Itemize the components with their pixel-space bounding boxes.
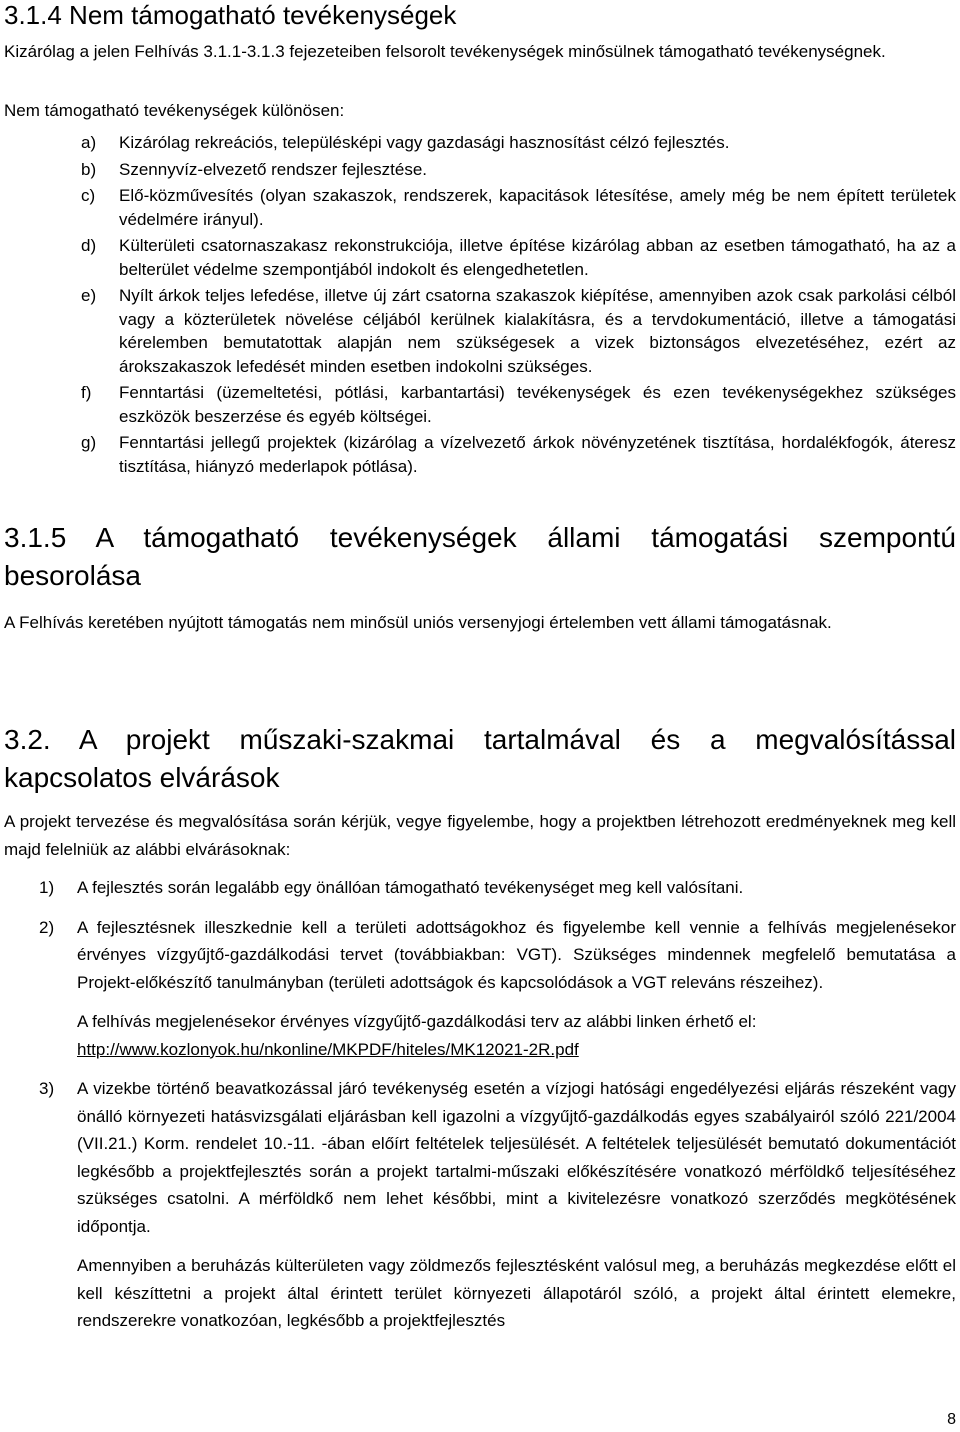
section-3-1-4-intro: Kizárólag a jelen Felhívás 3.1.1-3.1.3 fejezeteiben felsorolt tevékenységek minősülnek támogatható tevékenységnek.	[4, 42, 886, 61]
list-marker: f)	[81, 383, 92, 402]
list-item	[4, 131, 956, 155]
list-marker: d)	[81, 236, 97, 255]
list-item-text: Külterületi csatornaszakasz rekonstrukciója, illetve építése kizárólag abban az esetben támogatható, ha az a belterület védelme szempontjából indokolt és elengedhetetlen.	[119, 236, 956, 279]
list-item	[4, 431, 956, 478]
section-title-3-1-5-line1: 3.1.5 A támogatható tevékenységek állami támogatási szempontú	[4, 522, 956, 553]
list-item	[4, 158, 956, 182]
list-item	[4, 284, 956, 378]
list-item-note: Amennyiben a beruházás külterületen vagy zöldmezős fejlesztésként valósul meg, a beruházás megkezdése előtt el kell készíttetni a projekt által érintett terület környezeti állapotáról szóló, a projekt által érintett elemekre, rendszerekre vonatkozóan, legkésőbb a projektfejlesztés	[77, 1256, 956, 1330]
list-item-text: Fenntartási (üzemeltetési, pótlási, karbantartási) tevékenységek és ezen tevékenységekhez szükséges eszközök beszerzése és egyéb költségei.	[119, 383, 956, 426]
vgt-link-intro: A felhívás megjelenésekor érvényes vízgyűjtő-gazdálkodási terv az alábbi linken érhető el:	[77, 1012, 757, 1031]
section-3-1-4-lead: Nem támogatható tevékenységek különösen:	[4, 101, 345, 120]
list-marker: 2)	[39, 917, 55, 937]
list-marker: g)	[81, 433, 97, 452]
list-item	[4, 184, 956, 231]
list-item-text: A fejlesztés során legalább egy önállóan támogatható tevékenységet meg kell valósítani.	[77, 878, 744, 897]
list-marker: 1)	[39, 878, 55, 897]
list-item-text: A fejlesztésnek illeszkednie kell a területi adottságokhoz és figyelembe kell vennie a felhívás megjelenésekor érvényes vízgyűjtő-gazdálkodási tervet (továbbiakban: VGT). Szükséges mindennek megfelelő bemutatása a Projekt-előkészítő tanulmányban (területi adottságok és kapcsolódások a VGT releváns részeihez).	[77, 917, 956, 992]
list-item-text: Elő-közművesítés (olyan szakaszok, rendszerek, kapacitások létesítése, amely még be nem épített területek védelmére irányul).	[119, 186, 956, 229]
section-title-3-2-line2: kapcsolatos elvárások	[4, 762, 280, 793]
list-item	[4, 874, 956, 902]
section-3-1-5-body: A Felhívás keretében nyújtott támogatás nem minősül uniós versenyjogi értelemben vett állami támogatásnak.	[4, 613, 832, 632]
list-item-text: Kizárólag rekreációs, településképi vagy gazdasági hasznosítást célzó fejlesztés.	[119, 133, 730, 152]
list-marker: a)	[81, 133, 97, 152]
list-item-text: Szennyvíz-elvezető rendszer fejlesztése.	[119, 159, 428, 179]
section-3-2-intro: A projekt tervezése és megvalósítása során kérjük, vegye figyelembe, hogy a projektben létrehozott eredményeknek meg kell majd felelniük az alábbi elvárásoknak:	[4, 812, 956, 859]
list-marker: c)	[81, 186, 96, 205]
section-title-3-2	[4, 721, 956, 797]
list-item	[4, 234, 956, 281]
section-title-3-1-5	[4, 519, 956, 595]
vgt-link[interactable]: http://www.kozlonyok.hu/nkonline/MKPDF/hiteles/MK12021-2R.pdf	[77, 1039, 579, 1059]
expectations-list	[4, 874, 956, 1335]
list-item-text: Nyílt árkok teljes lefedése, illetve új zárt csatorna szakaszok kiépítése, amennyiben azok csak parkolási célból vagy a közterületek növelése céljából kerülnek kialakításra, és a tervdokumentáció, illetve a támogatási kérelemben bemutatottak alapján nem szükségesek a vizek biztonságos elvezetéséhez, ezért az árokszakaszok lefedését minden esetben indokolni szükséges.	[119, 286, 956, 376]
section-title-3-1-4: 3.1.4 Nem támogatható tevékenységek	[4, 0, 457, 30]
list-item	[4, 1075, 956, 1335]
section-title-3-2-line1: 3.2. A projekt műszaki-szakmai tartalmával és a megvalósítással	[4, 724, 956, 755]
section-title-3-1-5-line2: besorolása	[4, 560, 141, 591]
list-item-note	[77, 1008, 956, 1063]
list-marker: e)	[81, 286, 97, 305]
page-number: 8	[947, 1411, 956, 1428]
list-item	[4, 381, 956, 428]
list-item-text: Fenntartási jellegű projektek (kizárólag a vízelvezető árkok növényzetének tisztítása, hordalékfogók, áteresz tisztítása, hiányzó mederlapok pótlása).	[119, 433, 956, 476]
list-item	[4, 914, 956, 1064]
list-item-text: A vizekbe történő beavatkozással járó tevékenység esetén a vízjogi hatósági engedélyezési eljárás részeként vagy önálló környezeti hatásvizsgálati eljárásban kell igazolni a vízgyűjtő-gazdálkodás egyes szabályairól szóló 221/2004 (VII.21.) Korm. rendelet 10.-11. -ában előírt feltételek teljesülését. A feltételek teljesülését bemutató dokumentációt legkésőbb a projektfejlesztés során a projekt tartalmi-műszaki előkészítésére vonatkozó mérföldkő teljesítéséhez szükséges csatolni. A mérföldkő nem lehet későbbi, mint a kivitelezésre vonatkozó szerződés megkötésének időpontja.	[77, 1079, 956, 1236]
ineligible-activities-list	[4, 131, 956, 478]
list-marker: 3)	[39, 1079, 55, 1098]
list-marker: b)	[81, 159, 97, 179]
